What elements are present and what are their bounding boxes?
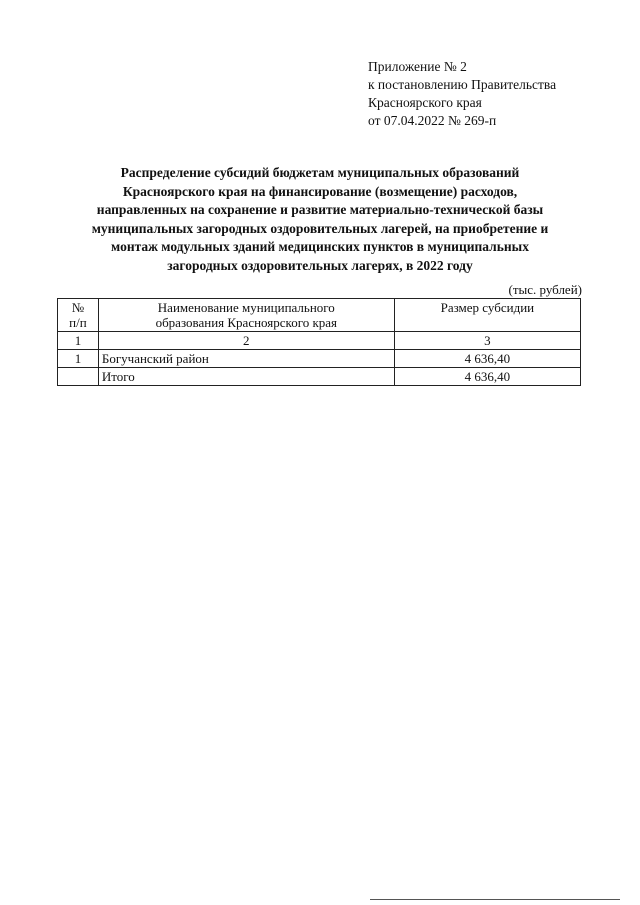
header-name xyxy=(98,299,394,332)
title-line: монтаж модульных зданий медицинских пунктов в муниципальных xyxy=(111,239,529,254)
column-number-row xyxy=(58,332,581,350)
total-row xyxy=(58,368,581,386)
total-label: Итого xyxy=(98,368,394,386)
header-name-line: образования Красноярского края xyxy=(155,315,338,330)
title-line: загородных оздоровительных лагерях, в 2022 году xyxy=(167,257,473,273)
total-number xyxy=(58,368,99,386)
title-line: направленных на сохранение и развитие материально-технической базы xyxy=(96,202,544,217)
appendix-line: Красноярского края xyxy=(368,95,482,110)
appendix-line: к постановлению Правительства xyxy=(368,77,557,92)
appendix-header xyxy=(368,58,556,130)
row-amount: 4 636,40 xyxy=(394,350,580,368)
title-line: Распределение субсидий бюджетам муниципальных образований xyxy=(120,165,520,180)
header-number-line: п/п xyxy=(69,315,87,330)
table-row xyxy=(58,350,581,368)
table-header-row xyxy=(58,299,581,332)
row-name: Богучанский район xyxy=(98,350,394,368)
appendix-line: от 07.04.2022 № 269-п xyxy=(368,113,497,128)
subsidies-table xyxy=(57,298,581,386)
page-bottom-line xyxy=(370,899,620,900)
header-number xyxy=(58,299,99,332)
column-number: 1 xyxy=(58,332,99,350)
title-line: Красноярского края на финансирование (возмещение) расходов, xyxy=(122,183,518,199)
document-title xyxy=(40,164,600,275)
header-name-line: Наименование муниципального xyxy=(157,300,335,315)
units-label: (тыс. рублей) xyxy=(508,282,582,297)
appendix-line: Приложение № 2 xyxy=(368,59,467,74)
row-number: 1 xyxy=(58,350,99,368)
total-amount: 4 636,40 xyxy=(394,368,580,386)
title-line: муниципальных загородных оздоровительных лагерей, на приобретение и xyxy=(91,220,549,236)
column-number: 3 xyxy=(394,332,580,350)
header-number-line: № xyxy=(71,300,85,315)
header-amount: Размер субсидии xyxy=(394,299,580,332)
column-number: 2 xyxy=(98,332,394,350)
